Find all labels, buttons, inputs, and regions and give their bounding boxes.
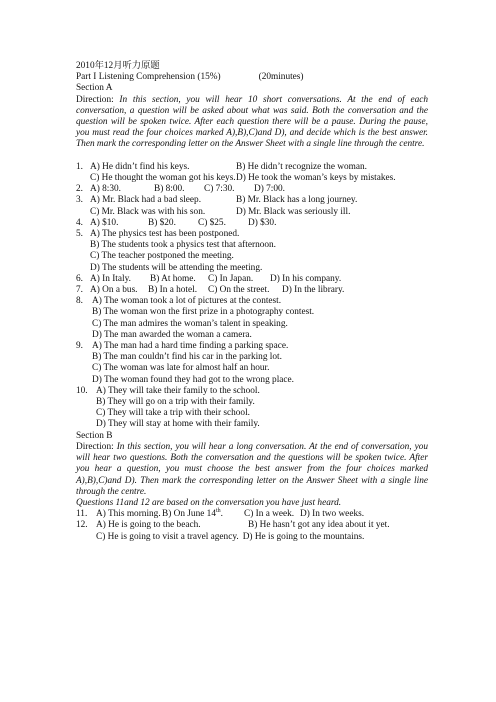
option-c: C) The teacher postponed the meeting. — [90, 251, 234, 262]
question-10-line-4 — [76, 419, 428, 430]
option-d: D) In his company. — [270, 273, 342, 284]
option-b: C) Mr. Black was with his son. — [90, 206, 206, 217]
option-b: B) 8:00. — [154, 184, 185, 195]
option-d: D) The woman found they had got to the wrong place. — [92, 374, 294, 385]
option-a: A) He is going to the beach. — [96, 520, 201, 531]
section-b-heading: Section B — [76, 430, 113, 441]
question-10-line-3 — [76, 408, 428, 419]
question-5-line-3 — [76, 251, 428, 262]
option-c: C) He is going to visit a travel agency. — [96, 531, 239, 542]
option-a: A) They will take their family to the school. — [96, 385, 260, 396]
part-heading-text: Part I Listening Comprehension (15%) — [76, 72, 221, 83]
option-d: D) He is going to the mountains. — [242, 531, 365, 542]
option-a: A) The man had a hard time finding a parking space. — [92, 341, 289, 352]
option-d: D) The students will be attending the meeting. — [90, 262, 263, 273]
option-b: C) He thought the woman got his keys. — [90, 173, 236, 184]
question-number: 9. — [76, 341, 83, 352]
question-number: 5. — [76, 229, 83, 240]
option-d: D) They will stay at home with their family. — [96, 419, 260, 430]
option-d: D) $30. — [248, 217, 277, 228]
question-9-line-4 — [76, 375, 428, 386]
question-9 — [76, 341, 428, 352]
part-time: (20minutes) — [258, 72, 304, 83]
option-c: D) He took the woman’s keys by mistakes. — [236, 173, 396, 184]
question-1-line-2 — [76, 173, 428, 184]
section-b-direction — [76, 442, 428, 498]
option-c: C) The woman was late for almost half an hour. — [92, 363, 270, 374]
question-10 — [76, 386, 428, 397]
direction-text: In this section, you will hear a long conversation. At the end of conversation, you will hear two questions. Both the conversation and the questions will be spoken twice. After you hear a question, you must choose the best answer from the four choices marked A),B),C)and D). Then mark the corresponding letter on the Answer Sheet with a single line through the centre. — [76, 441, 428, 497]
option-b: B) They will go on a trip with their family. — [96, 397, 255, 408]
question-number: 3. — [76, 195, 83, 206]
option-a: A) In Italy. — [90, 273, 131, 284]
option-a: A) $10. — [90, 217, 119, 228]
option-a: A) He didn’t find his keys. — [90, 161, 190, 172]
question-number: 2. — [76, 184, 83, 195]
question-2 — [76, 184, 428, 195]
question-number: 8. — [76, 296, 83, 307]
option-b: B) At home. — [150, 273, 196, 284]
option-b: B) The students took a physics test that afternoon. — [90, 240, 276, 251]
option-b: B) The woman won the first prize in a photography contest. — [92, 307, 315, 318]
question-3 — [76, 195, 428, 206]
option-b: B) In a hotel. — [148, 285, 198, 296]
question-number: 6. — [76, 273, 83, 284]
option-a: A) On a bus. — [90, 285, 138, 296]
question-number: 7. — [76, 285, 83, 296]
question-8-line-4 — [76, 330, 428, 341]
page-content — [76, 61, 428, 543]
question-10-line-2 — [76, 397, 428, 408]
question-7 — [76, 285, 428, 296]
option-c: D) Mr. Black was seriously ill. — [236, 206, 351, 217]
direction-label: Direction: — [76, 441, 114, 452]
question-number: 1. — [76, 161, 83, 172]
option-c: C) 7:30. — [204, 184, 235, 195]
option-d: D) 7:00. — [254, 184, 285, 195]
part-heading — [76, 72, 428, 83]
section-a-direction — [76, 95, 428, 151]
option-b: B) He didn’t recognize the woman. — [236, 161, 367, 172]
option-c: C) In Japan. — [208, 273, 254, 284]
option-c: C) In a week. — [244, 509, 295, 520]
question-number: 10. — [76, 385, 88, 396]
section-b-note: Questions 11and 12 are based on the conversation you have just heard. — [76, 497, 342, 508]
question-6 — [76, 274, 428, 285]
option-d: D) In the library. — [282, 285, 345, 296]
question-4 — [76, 218, 428, 229]
option-a: A) Mr. Black had a bad sleep. — [90, 195, 202, 206]
option-a: A) This morning. — [96, 509, 161, 520]
doc-title: 2010年12月听力原题 — [76, 61, 160, 71]
question-number: 4. — [76, 217, 83, 228]
option-a: A) The woman took a lot of pictures at the contest. — [92, 296, 282, 307]
question-8-line-3 — [76, 319, 428, 330]
option-b: B) The man couldn’t find his car in the parking lot. — [92, 352, 282, 363]
option-b: B) He hasn’t got any idea about it yet. — [248, 520, 390, 531]
option-a: A) The physics test has been postponed. — [90, 229, 240, 240]
option-c: C) They will take a trip with their school. — [96, 408, 250, 419]
question-5 — [76, 229, 428, 240]
question-9-line-2 — [76, 352, 428, 363]
question-11 — [76, 509, 428, 520]
option-a: A) 8:30. — [90, 184, 121, 195]
question-1 — [76, 162, 428, 173]
option-d: D) In two weeks. — [300, 509, 365, 520]
question-3-line-2 — [76, 207, 428, 218]
section-a-questions — [76, 162, 428, 431]
section-a-heading: Section A — [76, 83, 113, 94]
direction-label: Direction: — [76, 94, 114, 105]
question-number: 11. — [76, 509, 88, 520]
question-8-line-2 — [76, 307, 428, 318]
option-c: C) On the street. — [208, 285, 270, 296]
question-8 — [76, 296, 428, 307]
question-12 — [76, 520, 428, 531]
option-c: C) The man admires the woman’s talent in speaking. — [92, 318, 288, 329]
question-number: 12. — [76, 520, 88, 531]
option-c: C) $25. — [198, 217, 226, 228]
question-5-line-2 — [76, 240, 428, 251]
question-9-line-3 — [76, 363, 428, 374]
question-5-line-4 — [76, 263, 428, 274]
option-b: B) On June 14th. — [162, 508, 223, 520]
direction-text: In this section, you will hear 10 short conversations. At the end of each conversation, a question will be asked about what was said. Both the conversation and the question will be spoken twice. After each question there will be a pause. During the pause, you must read the four choices marked A),B),C)and D), and decide which is the best answer. Then mark the corresponding letter on the Answer Sheet with a single line through the centre. — [76, 94, 428, 150]
option-b: B) Mr. Black has a long journey. — [236, 195, 358, 206]
question-12-line-2 — [76, 532, 428, 543]
option-b: B) $20. — [148, 217, 176, 228]
option-d: D) The man awarded the woman a camera. — [92, 329, 252, 340]
